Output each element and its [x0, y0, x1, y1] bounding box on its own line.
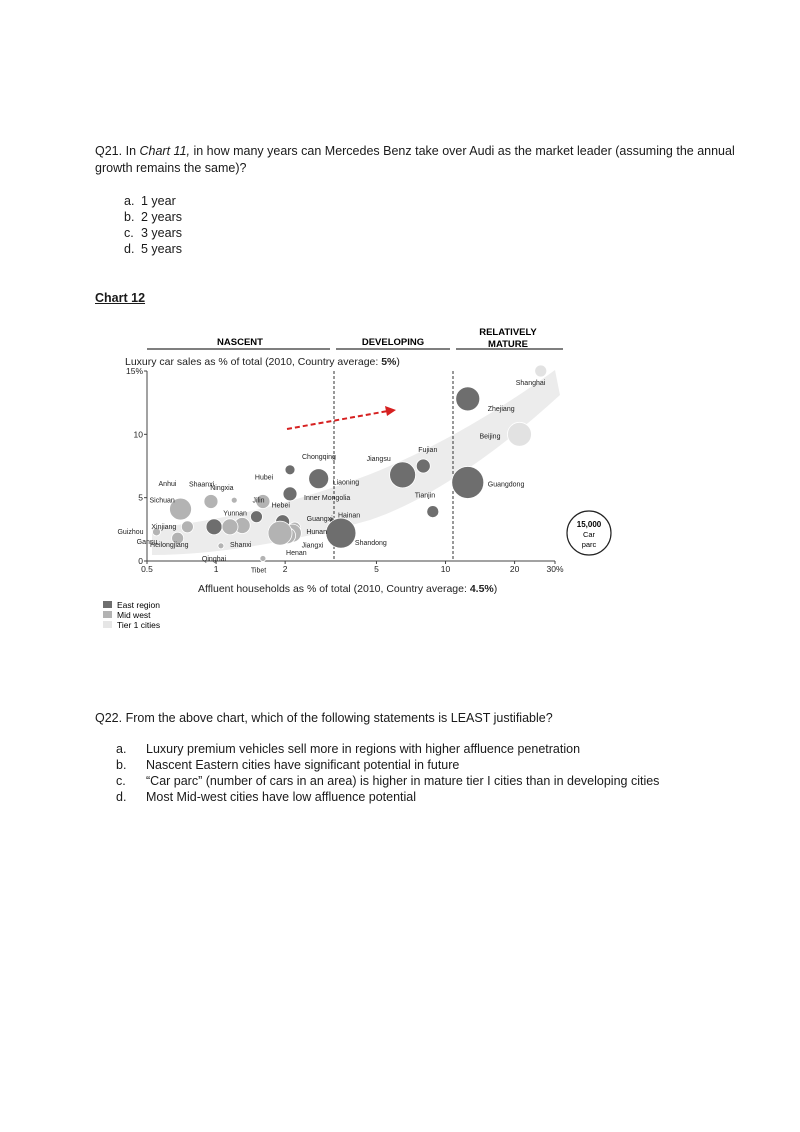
bubble-zhejiang [456, 387, 480, 411]
segment-developing: DEVELOPING [361, 337, 425, 348]
y-tick-label: 15% [125, 366, 143, 376]
q22-question [95, 710, 735, 727]
bubble-label: Henan [286, 550, 307, 558]
q21-text-before: In [125, 144, 140, 158]
bubble-label: Chongqing [302, 453, 336, 461]
q21-option[interactable]: d. 5 years [124, 242, 182, 256]
segment-nascent: NASCENT [217, 337, 263, 348]
bubble-label: Tianjin [414, 492, 436, 500]
bubble-tianjin [427, 506, 439, 518]
bubble-fujian [416, 459, 430, 473]
q21-chart-ref: Chart 11, [139, 144, 190, 158]
legend-tier1: Tier 1 cities [117, 620, 161, 630]
legend-swatch-mid [103, 611, 112, 618]
bubble-beijing [507, 422, 531, 446]
legend-swatch-tier1 [103, 621, 112, 628]
x-tick-label: 1 [213, 564, 219, 574]
q22-option[interactable]: c. “Car parc” (number of cars in an area) is higher in mature tier I cities than in developing cities [116, 774, 660, 788]
q21-option[interactable]: c. 3 years [124, 226, 182, 240]
q22-option[interactable]: a. Luxury premium vehicles sell more in regions with higher affluence penetration [116, 742, 581, 756]
bubble-chongqing [285, 465, 295, 475]
bubble-label: Yunnan [223, 510, 247, 518]
bubble-legend-value: 15,000 [576, 520, 602, 529]
chart-title: Luxury car sales as % of total (2010, Country average: 5%) [125, 356, 400, 368]
bubble-henan [268, 521, 292, 545]
y-tick-label: 5 [138, 492, 143, 503]
bubble-liaoning [309, 469, 329, 489]
bubble-xinjiang [181, 521, 193, 533]
segment-mature: RELATIVELY MATURE [479, 327, 537, 350]
legend-swatch-east [103, 601, 112, 608]
bubble-label: Hunan [306, 529, 327, 537]
bubble-label: Jiangsu [366, 455, 391, 463]
chart-heading: Chart 12 [95, 291, 146, 305]
bubble-label: Ningxia [210, 485, 234, 493]
q21-number: Q21. [95, 144, 123, 158]
bubble-label: Fujian [418, 447, 438, 454]
bubble-shanxi [222, 519, 238, 535]
q21-option[interactable]: b. 2 years [124, 210, 182, 224]
bubble-heilongjiang [206, 519, 222, 535]
bubble-legend-parc: parc [581, 540, 597, 549]
bubble-label: Beijing [479, 433, 501, 441]
bubble-jilin [250, 511, 262, 523]
x-tick-label: 20 [509, 564, 520, 574]
x-axis-label: Affluent households as % of total (2010, Country average: 4.5%) [198, 583, 498, 595]
x-tick-label: 30% [546, 564, 564, 574]
bubble-label: Anhui [158, 481, 177, 489]
y-tick-label: 10 [133, 429, 143, 440]
bubble-label: Qinghai [201, 555, 227, 563]
bubble-label: Zhejiang [487, 405, 515, 413]
bubble-label: Shaanxi [188, 481, 215, 489]
bubble-label: Jiangxi [301, 542, 324, 550]
trend-arrow [287, 411, 388, 429]
x-tick-label: 2 [282, 564, 288, 574]
q21-text-after: in how many years can Mercedes Benz take over Audi as the market leader (assuming the annual growth remains the same)? [95, 144, 735, 175]
x-tick-label: 0.5 [141, 564, 153, 574]
bubble-label: Sichuan [149, 497, 175, 505]
bubble-qinghai [218, 543, 224, 549]
bubble-label: Shanxi [229, 541, 252, 549]
bubble-label: Guangdong [487, 481, 525, 489]
bubble-inner-mongolia [283, 487, 297, 501]
bubble-label: Hubei [254, 474, 274, 482]
bubble-jiangsu [390, 462, 416, 488]
bubble-label: Guizhou [117, 528, 144, 536]
bubble-shanghai [535, 365, 547, 377]
trend-arrow-head [385, 406, 396, 416]
x-tick-label: 5 [374, 564, 379, 574]
q22-option[interactable]: b. Nascent Eastern cities have significant potential in future [116, 758, 460, 772]
legend-mid: Mid west [117, 610, 151, 620]
legend-east: East region [117, 600, 160, 610]
q22-text: From the above chart, which of the following statements is LEAST justifiable? [125, 711, 553, 725]
bubble-label: Heilongjiang [150, 541, 189, 549]
bubble-label: Liaoning [332, 479, 360, 487]
q21-option[interactable]: a. 1 year [124, 194, 176, 208]
bubble-shaanxi [204, 494, 218, 508]
bubble-label: Jilin [252, 497, 265, 505]
bubble-label: Inner Mongolia [304, 494, 351, 502]
y-tick-label: 0 [138, 556, 143, 566]
q22-options [116, 741, 659, 805]
bubble-label: Tibet [250, 567, 267, 575]
bubble-label: Hainan [337, 512, 361, 520]
q22-option[interactable]: d. Most Mid-west cities have low affluence potential [116, 790, 417, 804]
bubble-label: Hebei [271, 502, 290, 510]
bubble-tibet [260, 555, 266, 561]
bubble-label: Xinjiang [151, 523, 177, 531]
q22-number: Q22. [95, 711, 123, 725]
bubble-guangdong [452, 466, 484, 498]
bubble-label: Shanghai [515, 380, 546, 387]
x-tick-label: 10 [440, 564, 451, 574]
bubble-label: Shandong [354, 540, 387, 548]
bubble-label: Guangxi [306, 516, 333, 524]
bubble-legend-car: Car [582, 530, 596, 539]
bubble-label: Gansu [136, 539, 158, 547]
bubble-ningxia [231, 497, 237, 503]
